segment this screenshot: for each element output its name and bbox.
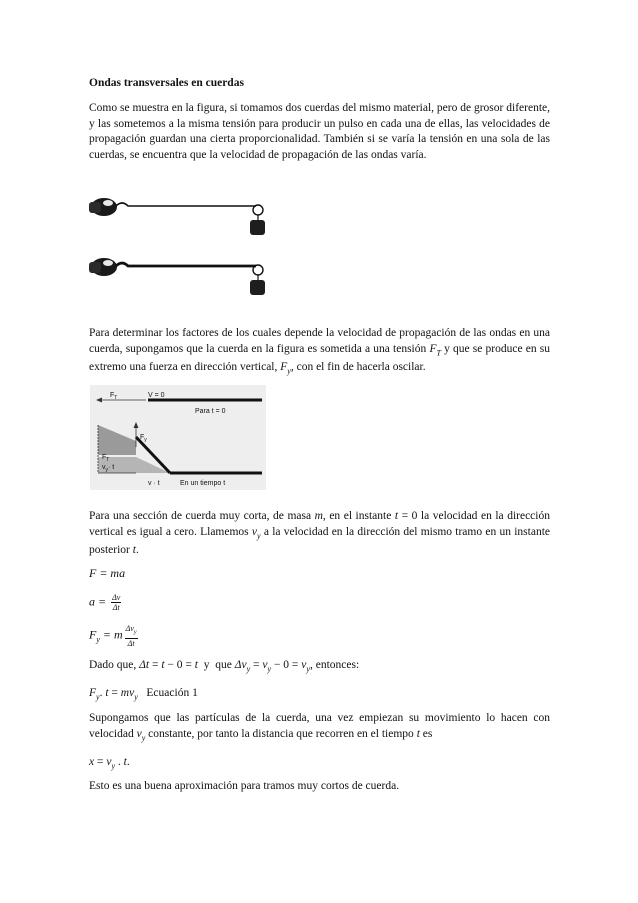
- equation-distance: $x = v_y$ . t.: [89, 756, 130, 771]
- equation-1: $F_y$. $t = mv_y$ Ecuación 1: [89, 687, 198, 702]
- figure-pulse-diagram: [90, 385, 266, 490]
- weight-bottom-icon: [250, 280, 265, 295]
- section-title: Ondas transversales en cuerdas: [89, 77, 244, 89]
- paragraph-forces: Para determinar los factores de los cuales depende la velocidad de propagación de las ondas en una cuerda, supongamos que la cuerda en la figura es sometida a una tensión $F_T$ y que se produce en su extremo una fuerza en dirección vertical, $F_y$, con el fin de hacerla oscilar.: [89, 327, 550, 376]
- paragraph-section: Para una sección de cuerda muy corta, de masa m, en el instante t = 0 la velocidad en la dirección vertical es igual a cero. Llamemos $v_y$ a la velocidad en la dirección del mismo tramo en un instante posterior t.: [89, 510, 550, 557]
- label-fy: $F_y$: [140, 434, 147, 443]
- figure-two-strings: [86, 190, 276, 302]
- paragraph-constant-velocity: Supongamos que las partículas de la cuerda, una vez empiezan su movimiento lo hacen con velocidad $v_y$ constante, por tanto la distancia que recorren en el tiempo t es: [89, 712, 550, 742]
- label-v-t: v · t: [148, 480, 160, 487]
- equation-newton: F = ma: [89, 566, 126, 580]
- label-para-t0: Para t = 0: [195, 408, 226, 415]
- paragraph-dado-que: Dado que, Δt = t − 0 = t y que $\Delta v_y = v_y - 0 = v_y$, entonces:: [89, 659, 360, 674]
- label-vy-t: $v_y\cdot t$: [102, 464, 115, 473]
- label-ft-top: $F_T$: [110, 392, 118, 401]
- label-v-zero: V = 0: [148, 392, 165, 399]
- weight-top-icon: [250, 220, 265, 235]
- paragraph-intro: Como se muestra en la figura, si tomamos dos cuerdas del mismo material, pero de grosor diferente, y las sometemos a la misma tensión para producir un pulso en cada una de ellas, las velocidades de propagación guardan una cierta proporcionalidad. También si se varía la tensión en una sola de las cuerdas, se encuentra que la velocidad de propagación de las ondas varía.: [89, 102, 550, 161]
- equation-1-label: Ecuación 1: [146, 687, 198, 699]
- hand-bottom-icon: [89, 258, 117, 276]
- label-ft-left: $F_T$: [102, 454, 110, 463]
- equation-force-y: $F_y = m$ $\frac{\Delta v_y}{\Delta t}$: [89, 624, 137, 648]
- equation-acceleration: a = $\frac{\Delta v}{\Delta t}$: [89, 593, 121, 612]
- hand-top-icon: [89, 198, 117, 216]
- paragraph-approximation: Esto es una buena aproximación para tramos muy cortos de cuerda.: [89, 780, 400, 792]
- label-en-un-tiempo: En un tiempo t: [180, 480, 226, 487]
